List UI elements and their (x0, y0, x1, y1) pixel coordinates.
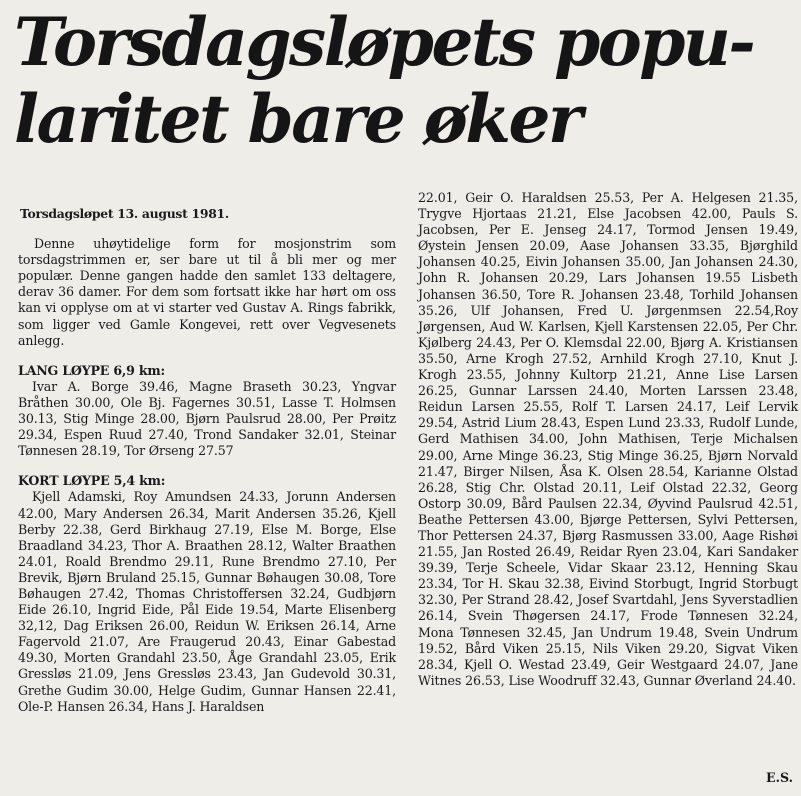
lang-loype-results: Ivar A. Borge 39.46, Magne Braseth 30.23, Yngvar Bråthen 30.00, Ole Bj. Fagernes 30.51, Lasse T. Holmsen 30.13, Stig Minge 28.00, Bjørn Paulsrud 28.00, Per Prøitz 29.34, Espen Ruud 27.40, Trond Sandaker 32.01, Steinar Tønnesen 28.19, Tor Ørseng 27.57 (18, 378, 396, 459)
dateline: Torsdagsløpet 13. august 1981. (20, 206, 229, 221)
lang-loype-heading: LANG LØYPE 6,9 km: (18, 362, 165, 378)
intro-paragraph: Denne uhøytidelige form for mosjonstrim som torsdagstrimmen er, ser bare ut til å bli mer og mer populær. Denne gangen hadde den samlet 133 deltagere, derav 36 damer. For dem som fortsatt ikke har hørt om oss kan vi opplyse om at vi starter ved Gustav A. Rings fabrikk, som ligger ved Gamle Kongevei, rett over Vegvesenets anlegg. (18, 236, 396, 348)
headline-line-2: laritet bare øker (14, 80, 581, 158)
left-column (18, 206, 396, 729)
headline (14, 4, 794, 158)
right-column (418, 190, 798, 689)
kort-loype-results-part-1: Kjell Adamski, Roy Amundsen 24.33, Jorunn Andersen 42.00, Mary Andersen 26.34, Marit Andersen 35.26, Kjell Berby 22.38, Gerd Birkhaug 27.19, Else M. Borge, Else Braadland 34.23, Thor A. Braathen 28.12, Walter Braathen 24.01, Roald Brendmo 29.11, Rune Brendmo 27.10, Per Brevik, Bjørn Bruland 25.15, Gunnar Bøhaugen 30.08, Tore Bøhaugen 27.42, Thomas Christoffersen 32.24, Gudbjørn Eide 26.10, Ingrid Eide, Pål Eide 19.54, Marte Elisenberg 32,12, Dag Eriksen 26.00, Reidun W. Eriksen 26.14, Arne Fagervold 21.07, Are Fraugerud 20.43, Einar Gabestad 49.30, Morten Grandahl 23.50, Åge Grandahl 23.05, Erik Gressløs 21.09, Jens Gressløs 23.43, Jan Gudevold 30.31, Grethe Gudim 30.00, Helge Gudim, Gunnar Hansen 22.41, Ole-P. Hansen 26.34, Hans J. Haraldsen (18, 489, 396, 714)
kort-loype-heading: KORT LØYPE 5,4 km: (18, 473, 166, 489)
kort-loype-results-part-2: 22.01, Geir O. Haraldsen 25.53, Per A. Helgesen 21.35, Trygve Hjortaas 21.21, Else Jacobsen 42.00, Pauls S. Jacobsen, Per E. Jenseg 24.17, Tormod Jensen 19.49, Øystein Jensen 20.09, Aase Johansen 33.35, Bjørghild Johansen 40.25, Eivin Johansen 35.00, Jan Johansen 24.30, John R. Johansen 20.29, Lars Johansen 19.55 Lisbeth Johansen 36.50, Tore R. Johansen 23.48, Torhild Johansen 35.26, Ulf Johansen, Fred U. Jørgenmsen 22.54,Roy Jørgensen, Aud W. Karlsen, Kjell Karstensen 22.05, Per Chr. Kjølberg 24.43, Per O. Klemsdal 22.00, Bjørg A. Kristiansen 35.50, Arne Krogh 27.52, Arnhild Krogh 27.10, Knut J. Krogh 23.55, Johnny Kultorp 21.21, Anne Lise Larsen 26.25, Gunnar Larssen 24.40, Morten Larssen 23.48, Reidun Larsen 25.55, Rolf T. Larsen 24.17, Leif Lervik 29.54, Astrid Lium 28.43, Espen Lund 23.33, Rudolf Lunde, Gerd Mathisen 34.00, John Mathisen, Terje Michalsen 29.00, Arne Minge 36.23, Stig Minge 36.25, Bjørn Norvald 21.47, Birger Nilsen, Åsa K. Olsen 28.54, Karianne Olstad 26.28, Stig Chr. Olstad 20.11, Leif Olstad 22.32, Georg Ostorp 30.09, Bård Paulsen 22.34, Øyvind Paulsrud 42.51, Beathe Pettersen 43.00, Bjørge Pettersen, Sylvi Pettersen, Thor Pettersen 24.37, Bjørg Rasmussen 33.00, Aage Rishøi 21.55, Jan Rosted 26.49, Reidar Ryen 23.04, Kari Sandaker 39.39, Terje Scheele, Vidar Skaar 23.12, Henning Skau 23.34, Tor H. Skau 32.38, Eivind Storbugt, Ingrid Storbugt 32.30, Per Strand 28.42, Josef Svartdahl, Jens Syverstadlien 26.14, Svein Thøgersen 24.17, Frode Tønnesen 32.24, Mona Tønnesen 32.45, Jan Undrum 19.48, Svein Undrum 19.52, Bård Viken 25.15, Nils Viken 29.20, Sigvat Viken 28.34, Kjell O. Westad 23.49, Geir Westgaard 24.07, Jane Witnes 26.53, Lise Woodruff 32.43, Gunnar Øverland 24.40. (418, 190, 798, 688)
headline-line-1: Torsdagsløpets popu- (14, 3, 754, 81)
author-signature: E.S. (765, 770, 793, 785)
